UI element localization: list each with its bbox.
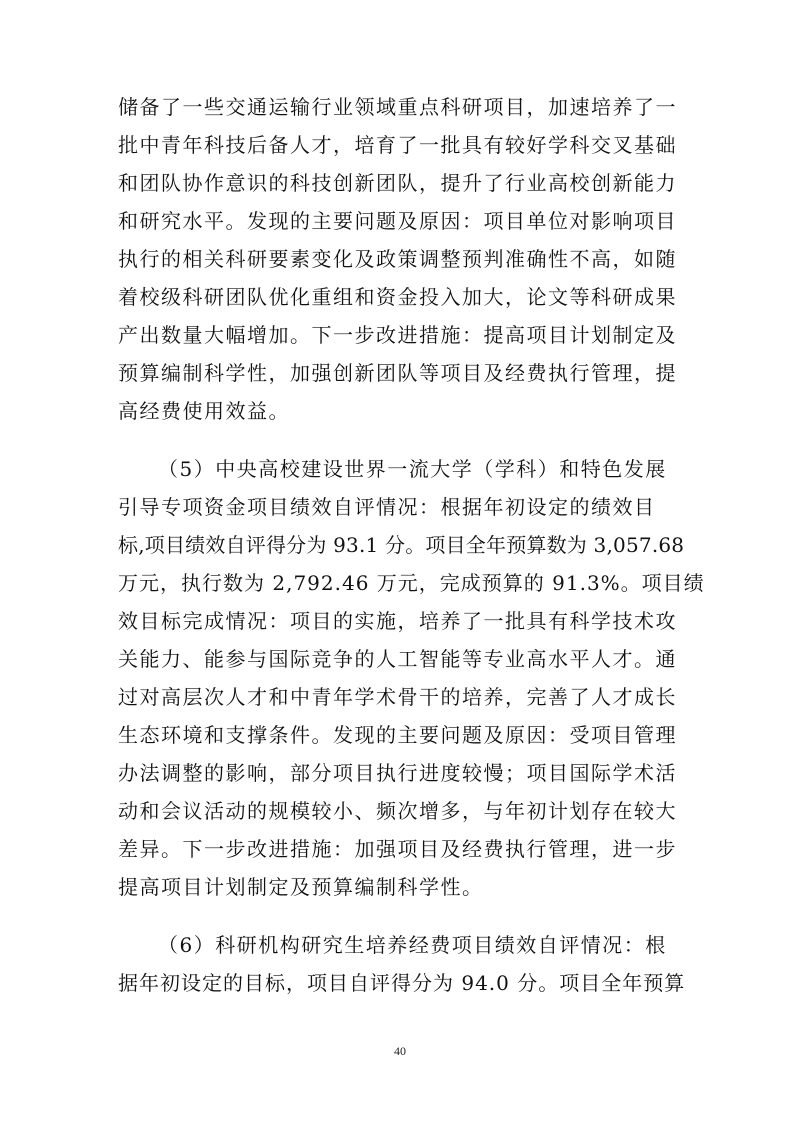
text-line: 预算编制科学性，加强创新团队等项目及经费执行管理，提 [118,361,677,385]
text-line: 产出数量大幅增加。下一步改进措施：提高项目计划制定及 [118,323,677,347]
text-line: 动和会议活动的规模较小、频次增多，与年初计划存在较大 [118,799,677,823]
paragraph-item-5 [118,450,705,906]
text-line: 高经费使用效益。 [118,399,290,423]
text-line: 关能力、能参与国际竞争的人工智能等专业高水平人才。通 [118,647,677,671]
text-line: 万元，执行数为 2,792.46 万元，完成预算的 91.3%。项目绩 [118,571,705,595]
text-line: 储备了一些交通运输行业领域重点科研项目，加速培养了一 [118,95,677,119]
text-line: 提高项目计划制定及预算编制科学性。 [118,875,484,899]
text-line: 执行的相关科研要素变化及政策调整预判准确性不高，如随 [118,247,677,271]
text-line: 标,项目绩效自评得分为 93.1 分。项目全年预算数为 3,057.68 [118,533,685,557]
text-line: 据年初设定的目标，项目自评得分为 94.0 分。项目全年预算 [118,971,686,995]
text-line: 引导专项资金项目绩效自评情况：根据年初设定的绩效目 [118,495,656,519]
page-number: 40 [394,1044,406,1058]
text-line: 差异。下一步改进措施：加强项目及经费执行管理，进一步 [118,837,677,861]
text-line: （6）科研机构研究生培养经费项目绩效自评情况：根 [158,933,667,957]
paragraph-continuation [118,88,684,430]
text-line: 着校级科研团队优化重组和资金投入加大，论文等科研成果 [118,285,677,309]
text-line: 生态环境和支撑条件。发现的主要问题及原因：受项目管理 [118,723,677,747]
text-line: 办法调整的影响，部分项目执行进度较慢；项目国际学术活 [118,761,677,785]
text-line: 和研究水平。发现的主要问题及原因：项目单位对影响项目 [118,209,677,233]
text-line: 批中青年科技后备人才，培育了一批具有较好学科交叉基础 [118,133,677,157]
text-line: 过对高层次人才和中青年学术骨干的培养，完善了人才成长 [118,685,677,709]
text-line: 效目标完成情况：项目的实施，培养了一批具有科学技术攻 [118,609,677,633]
text-line: 和团队协作意识的科技创新团队，提升了行业高校创新能力 [118,171,677,195]
text-line: （5）中央高校建设世界一流大学（学科）和特色发展 [158,457,667,481]
paragraph-item-6 [118,926,684,1002]
